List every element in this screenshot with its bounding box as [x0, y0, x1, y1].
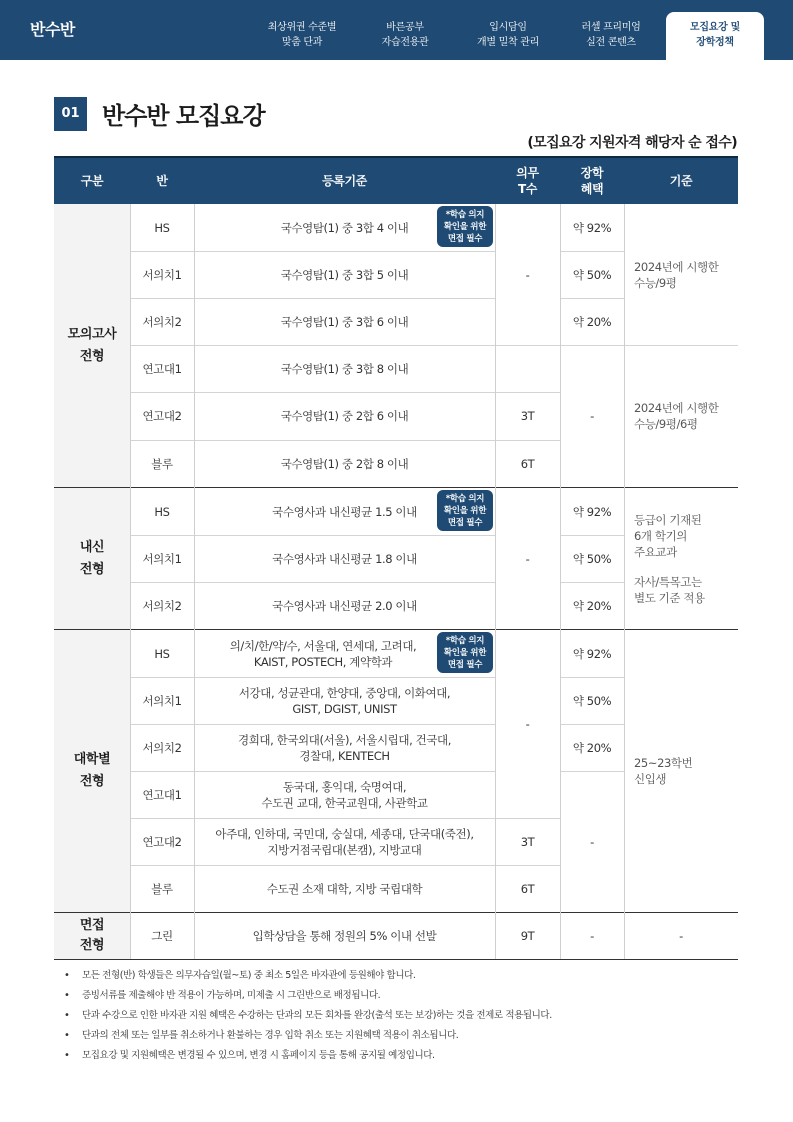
criteria-cell: 국수영탐(1) 중 3합 6 이내 [280, 314, 409, 329]
class-cell: HS [154, 646, 170, 661]
basis-line2: 6개 학기의 [634, 528, 688, 543]
basis-line5: 별도 기준 적용 [634, 590, 705, 605]
criteria-cell: 국수영탐(1) 중 3합 5 이내 [280, 267, 409, 282]
category-line2: 전형 [79, 348, 105, 364]
header-class: 반 [156, 174, 168, 188]
criteria-line2: 지방거점국립대(본캠), 지방교대 [267, 842, 422, 857]
note-item: • 모든 전형(반) 학생들은 의무자습일(월~토) 중 최소 5일은 바자관에 등원해야 합니다. [64, 969, 744, 989]
scholarship-cell: 약 50% [572, 551, 612, 566]
badge-line1: *학습 의지 [445, 209, 485, 220]
basis-cell [624, 630, 738, 912]
class-cell: 블루 [151, 881, 173, 896]
scholarship-cell: - [590, 834, 594, 849]
criteria-cell: 수도권 소재 대학, 지방 국립대학 [266, 881, 423, 896]
badge-line2: 확인을 위한 [443, 647, 487, 658]
category-naesin [54, 488, 130, 629]
header-sch-line2: 혜택 [580, 182, 604, 196]
class-cell: 연고대1 [142, 361, 182, 376]
nav-label-line1: 최상위권 수준별 [267, 22, 337, 33]
header-t-line1: 의무 [516, 166, 539, 180]
class-cell: 서의치1 [142, 267, 182, 282]
criteria-line1: 경희대, 한국외대(서울), 서울시립대, 건국대, [237, 732, 451, 747]
nav-label-line1: 러셀 프리미엄 [581, 22, 641, 33]
class-cell: 서의치2 [142, 314, 182, 329]
notes-list [64, 969, 744, 1069]
class-cell: 서의치2 [142, 740, 182, 755]
basis-cell [624, 204, 738, 345]
criteria-line1: 의/치/한/약/수, 서울대, 연세대, 고려대, [229, 638, 417, 653]
nav-label-line2: 실전 콘텐츠 [586, 37, 636, 48]
nav-item-premium-content[interactable] [561, 20, 661, 50]
basis-line2: 수능/9평 [634, 275, 677, 290]
category-interview [54, 913, 130, 959]
class-cell: 연고대2 [142, 409, 182, 423]
nav-item-study-hall[interactable] [355, 20, 455, 50]
required-t-cell: - [525, 267, 530, 282]
required-t-cell: 6T [520, 881, 535, 896]
criteria-cell [194, 818, 495, 865]
criteria-cell: 국수영탐(1) 중 3합 4 이내 [280, 220, 409, 235]
scholarship-cell: 약 50% [572, 267, 612, 282]
header-scholarship [560, 158, 624, 204]
criteria-line1: 아주대, 인하대, 국민대, 숭실대, 세종대, 단국대(죽전), [215, 826, 474, 841]
criteria-cell: 국수영사과 내신평균 2.0 이내 [272, 598, 417, 613]
top-navigation-bar [0, 0, 793, 60]
nav-label-line2: 맞춤 단과 [281, 37, 323, 48]
criteria-cell: 국수영사과 내신평균 1.5 이내 [272, 504, 417, 519]
criteria-cell: 국수영탐(1) 중 2합 6 이내 [280, 409, 409, 423]
scholarship-cell: 약 92% [572, 646, 612, 661]
category-line1: 내신 [79, 539, 105, 555]
scholarship-cell: 약 92% [572, 504, 612, 519]
criteria-cell [194, 724, 495, 771]
scholarship-cell: 약 50% [572, 693, 612, 708]
category-line2: 전형 [79, 938, 105, 953]
scholarship-cell: 약 92% [572, 220, 612, 235]
interview-required-badge [437, 490, 493, 531]
nav-label-line2: 개별 밀착 관리 [477, 37, 539, 48]
badge-line2: 확인을 위한 [443, 505, 487, 516]
category-line1: 대학별 [73, 752, 111, 767]
basis-line2: 수능/9평/6평 [634, 417, 698, 431]
header-basis: 기준 [669, 174, 693, 188]
interview-required-badge [437, 206, 493, 247]
table-header [54, 156, 738, 204]
nav-item-level-class[interactable] [252, 20, 352, 50]
criteria-line1: 동국대, 홍익대, 숙명여대, [282, 779, 407, 794]
badge-line1: *학습 의지 [445, 493, 485, 504]
scholarship-cell: - [590, 929, 594, 943]
section-title: 반수반 모집요강 [102, 102, 265, 130]
criteria-cell [194, 677, 495, 724]
criteria-line1: 서강대, 성균관대, 한양대, 중앙대, 이화여대, [238, 685, 451, 700]
badge-line2: 확인을 위한 [443, 221, 487, 232]
class-cell: HS [154, 220, 170, 235]
brand-title[interactable]: 반수반 [30, 20, 75, 39]
class-cell: 서의치1 [142, 551, 182, 566]
nav-label-line2: 자습전용관 [381, 37, 429, 48]
criteria-cell: 국수영탐(1) 중 3합 8 이내 [280, 361, 409, 376]
category-line2: 전형 [79, 561, 105, 577]
required-t-cell: 9T [520, 929, 535, 943]
section-number: 01 [54, 97, 87, 131]
nav-item-admissions-management[interactable] [458, 20, 558, 50]
header-sch-line1: 장학 [580, 166, 604, 180]
basis-cell [624, 345, 738, 487]
section-note: (모집요강 지원자격 해당자 순 접수) [527, 135, 737, 151]
criteria-cell [194, 771, 495, 818]
category-line1: 면접 [79, 918, 105, 933]
basis-line3: 주요교과 [634, 544, 677, 559]
note-item: • 단과의 전체 또는 일부를 취소하거나 환불하는 경우 입학 취소 또는 지원혜택 적용이 취소됩니다. [64, 1029, 744, 1049]
nav-label-line1: 모집요강 및 [690, 22, 740, 33]
badge-line1: *학습 의지 [445, 635, 485, 646]
basis-line1: 2024년에 시행한 [634, 259, 719, 274]
class-cell: 그린 [151, 929, 173, 943]
badge-line3: 면접 필수 [447, 659, 483, 670]
criteria-cell: 국수영탐(1) 중 2합 8 이내 [280, 456, 409, 471]
header-category: 구분 [80, 174, 104, 188]
class-cell: 서의치2 [142, 598, 182, 613]
scholarship-cell: 약 20% [572, 314, 612, 329]
basis-line1: 등급이 기재된 [634, 512, 702, 527]
nav-label-line2: 장학정책 [696, 37, 734, 48]
nav-item-recruitment-active[interactable] [666, 12, 764, 60]
criteria-line2: KAIST, POSTECH, 계약학과 [253, 654, 393, 669]
required-t-cell: - [525, 551, 530, 566]
scholarship-cell: 약 20% [572, 598, 612, 613]
class-cell: HS [154, 504, 170, 519]
category-line2: 전형 [79, 774, 105, 789]
basis-line1: 2024년에 시행한 [634, 401, 719, 415]
criteria-line2: 수도권 교대, 한국교원대, 사관학교 [261, 795, 428, 810]
recruitment-table [54, 156, 738, 960]
required-t-cell: 3T [520, 409, 535, 423]
class-cell: 블루 [151, 456, 173, 471]
header-t-line2: T수 [518, 182, 537, 196]
basis-line4: 자사/특목고는 [634, 574, 702, 589]
category-line1: 모의고사 [67, 326, 117, 342]
required-t-cell: - [525, 717, 530, 731]
note-item: • 모집요강 및 지원혜택은 변경될 수 있으며, 변경 시 홈페이지 등을 통해 공지될 예정입니다. [64, 1049, 744, 1069]
category-university [54, 630, 130, 912]
class-cell: 서의치1 [142, 693, 182, 708]
badge-line3: 면접 필수 [447, 233, 483, 244]
header-required-t [495, 158, 560, 204]
criteria-line2: GIST, DGIST, UNIST [292, 701, 397, 716]
required-t-cell: 3T [520, 834, 535, 849]
scholarship-cell: - [590, 409, 594, 423]
criteria-cell: 입학상담을 통해 정원의 5% 이내 선발 [252, 929, 437, 943]
basis-cell: - [679, 929, 683, 943]
scholarship-cell: 약 20% [572, 740, 612, 755]
class-cell: 연고대1 [142, 787, 182, 802]
category-mock-exam [54, 204, 130, 487]
header-criteria: 등록기준 [322, 174, 367, 188]
basis-cell [624, 488, 738, 629]
basis-line2: 신입생 [634, 772, 667, 786]
nav-label-line1: 바른공부 [386, 22, 424, 33]
nav-label-line1: 입시담임 [489, 22, 527, 33]
note-item: • 단과 수강으로 인한 바자관 지원 혜택은 수강하는 단과의 모든 회차를 완강(출석 또는 보강)하는 것을 전제로 적용됩니다. [64, 1009, 744, 1029]
basis-line1: 25~23학번 [634, 756, 693, 770]
criteria-cell [194, 630, 444, 677]
note-item: • 증빙서류를 제출해야 반 적용이 가능하며, 미제출 시 그린반으로 배정됩니다. [64, 989, 744, 1009]
criteria-line2: 경찰대, KENTECH [299, 748, 390, 763]
interview-required-badge [437, 632, 493, 673]
class-cell: 연고대2 [142, 834, 182, 849]
badge-line3: 면접 필수 [447, 517, 483, 528]
criteria-cell: 국수영사과 내신평균 1.8 이내 [272, 551, 417, 566]
required-t-cell: 6T [520, 456, 535, 471]
